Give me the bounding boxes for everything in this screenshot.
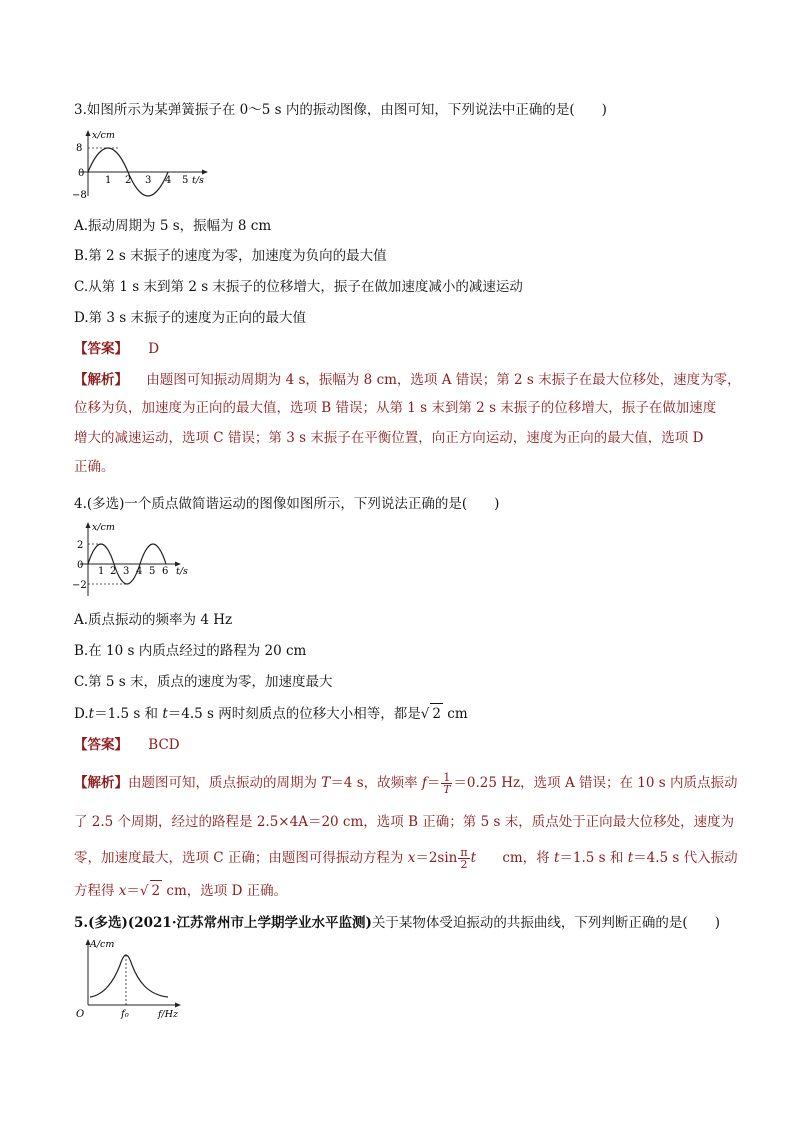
var-t: t xyxy=(162,706,168,722)
q3-ytick: 8 xyxy=(76,143,83,154)
var-f: f xyxy=(421,775,427,791)
q3-figure xyxy=(72,128,212,200)
text: ＝4.5 s 代入振动 xyxy=(633,850,738,866)
text: 由题图可知，质点振动的周期为 xyxy=(128,775,322,791)
q3-analysis-line-3: 增大的减速运动，选项 C 错误；第 3 s 末振子在平衡位置，向正方向运动，速度为正向的最大值，选项 D xyxy=(74,430,704,446)
q4-figure xyxy=(72,520,202,598)
q5-peak-label: f₀ xyxy=(121,1009,129,1020)
q3-ytick: −8 xyxy=(72,190,87,200)
q3-xtick: 1 xyxy=(105,175,112,186)
numerator: π xyxy=(460,846,468,859)
text: ＝4.5 s 两时刻质点的位移大小相等，都是 xyxy=(167,706,421,722)
sqrt-radicand: 2 xyxy=(430,703,443,724)
q3-option-d: D.第 3 s 末振子的速度为正向的最大值 xyxy=(74,310,307,326)
analysis-tag: 【解析】 xyxy=(74,775,128,791)
q3-xtick: 5 xyxy=(182,175,189,186)
q3-ylabel: x/cm xyxy=(92,130,115,141)
q4-xtick: 3 xyxy=(123,566,130,577)
question-text: 关于某物体受迫振动的共振曲线，下列判断正确的是( ) xyxy=(371,915,720,931)
q3-stem: 3.如图所示为某弹簧振子在 0～5 s 内的振动图像，由图可知，下列说法中正确的是( ) xyxy=(74,102,607,118)
q4-analysis-line-3 xyxy=(74,847,738,870)
var-T: T xyxy=(321,775,331,791)
q4-analysis-line-2: 了 2.5 个周期，经过的路程是 2.5×4A＝20 cm，选项 B 正确；第 5 s 末，质点处于正向最大位移处，速度为 xyxy=(74,814,735,830)
text: D. xyxy=(74,706,89,722)
q4-option-c: C.第 5 s 末，质点的速度为零，加速度最大 xyxy=(74,674,333,690)
answer-value: D xyxy=(148,341,160,357)
analysis-text: 由题图可知振动周期为 4 s，振幅为 8 cm，选项 A 错误；第 2 s 末振子在最大位移处，速度为零， xyxy=(146,372,741,388)
text: ＝1.5 s 和 xyxy=(94,706,163,722)
q4-xtick: 6 xyxy=(162,566,169,577)
var-t: t xyxy=(88,706,95,722)
q4-ytick: 0 xyxy=(77,560,84,571)
q3-option-b: B.第 2 s 末振子的速度为零，加速度为负向的最大值 xyxy=(74,248,387,264)
q4-option-a: A.质点振动的频率为 4 Hz xyxy=(74,612,233,628)
question-number: 5. xyxy=(74,915,89,931)
denominator: T xyxy=(443,783,451,796)
q5-stem xyxy=(74,913,720,933)
text: ＝1.5 s 和 xyxy=(559,850,628,866)
q3-option-a: A.振动周期为 5 s，振幅为 8 cm xyxy=(74,218,272,234)
q5-ylabel: A/cm xyxy=(90,939,115,950)
q4-xtick: 4 xyxy=(136,566,143,577)
q3-xtick: 4 xyxy=(165,175,172,186)
q3-xtick: 2 xyxy=(125,175,132,186)
answer-tag: 【答案】 xyxy=(74,737,128,753)
q4-stem: 4.(多选)一个质点做简谐运动的图像如图所示，下列说法正确的是( ) xyxy=(74,496,500,512)
text: ＝2sin xyxy=(415,850,458,866)
var-x: x xyxy=(407,850,416,866)
fraction xyxy=(458,847,469,870)
text: cm，选项 D 正确。 xyxy=(162,883,288,899)
q4-analysis-line-4: 方程得 x＝√ 2 cm，选项 D 正确。 xyxy=(74,880,287,901)
q4-option-b: B.在 10 s 内质点经过的路程为 20 cm xyxy=(74,643,307,659)
denominator: 2 xyxy=(460,858,468,871)
q3-xlabel: t/s xyxy=(192,175,204,186)
q5-origin: O xyxy=(76,1009,85,1020)
var-t: t xyxy=(627,850,634,866)
q3-option-c: C.从第 1 s 末到第 2 s 末振子的位移增大，振子在做加速度减小的减速运动 xyxy=(74,279,523,295)
q4-xtick: 5 xyxy=(149,566,156,577)
question-source: (多选)(2021·江苏常州市上学期学业水平监测) xyxy=(88,915,372,931)
q3-analysis-line-1 xyxy=(74,370,741,390)
q4-answer xyxy=(74,735,180,755)
q4-xlabel: t/s xyxy=(176,566,188,577)
analysis-tag: 【解析】 xyxy=(74,372,128,388)
q4-ylabel: x/cm xyxy=(92,522,115,533)
text: cm，将 xyxy=(498,850,554,866)
q4-ytick: −2 xyxy=(72,580,87,591)
var-x: x xyxy=(118,883,127,899)
q4-analysis-line-1 xyxy=(74,772,737,795)
q3-ytick: 0 xyxy=(78,168,85,179)
q3-answer xyxy=(74,339,159,359)
text: 方程得 xyxy=(74,883,119,899)
text: ＝0.25 Hz，选项 A 错误；在 10 s 内质点振动 xyxy=(453,775,738,791)
text: ＝ xyxy=(126,883,140,899)
answer-value: BCD xyxy=(148,737,180,753)
sqrt-radicand: 2 xyxy=(150,880,163,901)
fraction xyxy=(441,772,452,795)
q4-xtick: 1 xyxy=(98,566,105,577)
q5-figure xyxy=(72,937,192,1021)
text: ＝4 s，故频率 xyxy=(330,775,422,791)
q4-xtick: 2 xyxy=(110,566,117,577)
answer-tag: 【答案】 xyxy=(74,341,128,357)
q4-option-d: D.t＝1.5 s 和 t＝4.5 s 两时刻质点的位移大小相等，都是√ 2 cm xyxy=(74,703,468,724)
q3-xtick: 3 xyxy=(145,175,152,186)
text: 零，加速度最大，选项 C 正确；由题图可得振动方程为 xyxy=(74,850,408,866)
q3-analysis-line-4: 正确。 xyxy=(74,459,115,475)
var-t: t xyxy=(470,850,477,866)
text: cm xyxy=(442,706,468,722)
q3-analysis-line-2: 位移为负，加速度为正向的最大值，选项 B 错误；从第 1 s 末到第 2 s 末振子的位移增大，振子在做加速度 xyxy=(74,400,717,416)
q5-xlabel: f/Hz xyxy=(158,1009,179,1020)
var-t: t xyxy=(553,850,560,866)
numerator: 1 xyxy=(443,771,451,784)
q4-ytick: 2 xyxy=(77,540,84,551)
text: ＝ xyxy=(426,775,441,791)
